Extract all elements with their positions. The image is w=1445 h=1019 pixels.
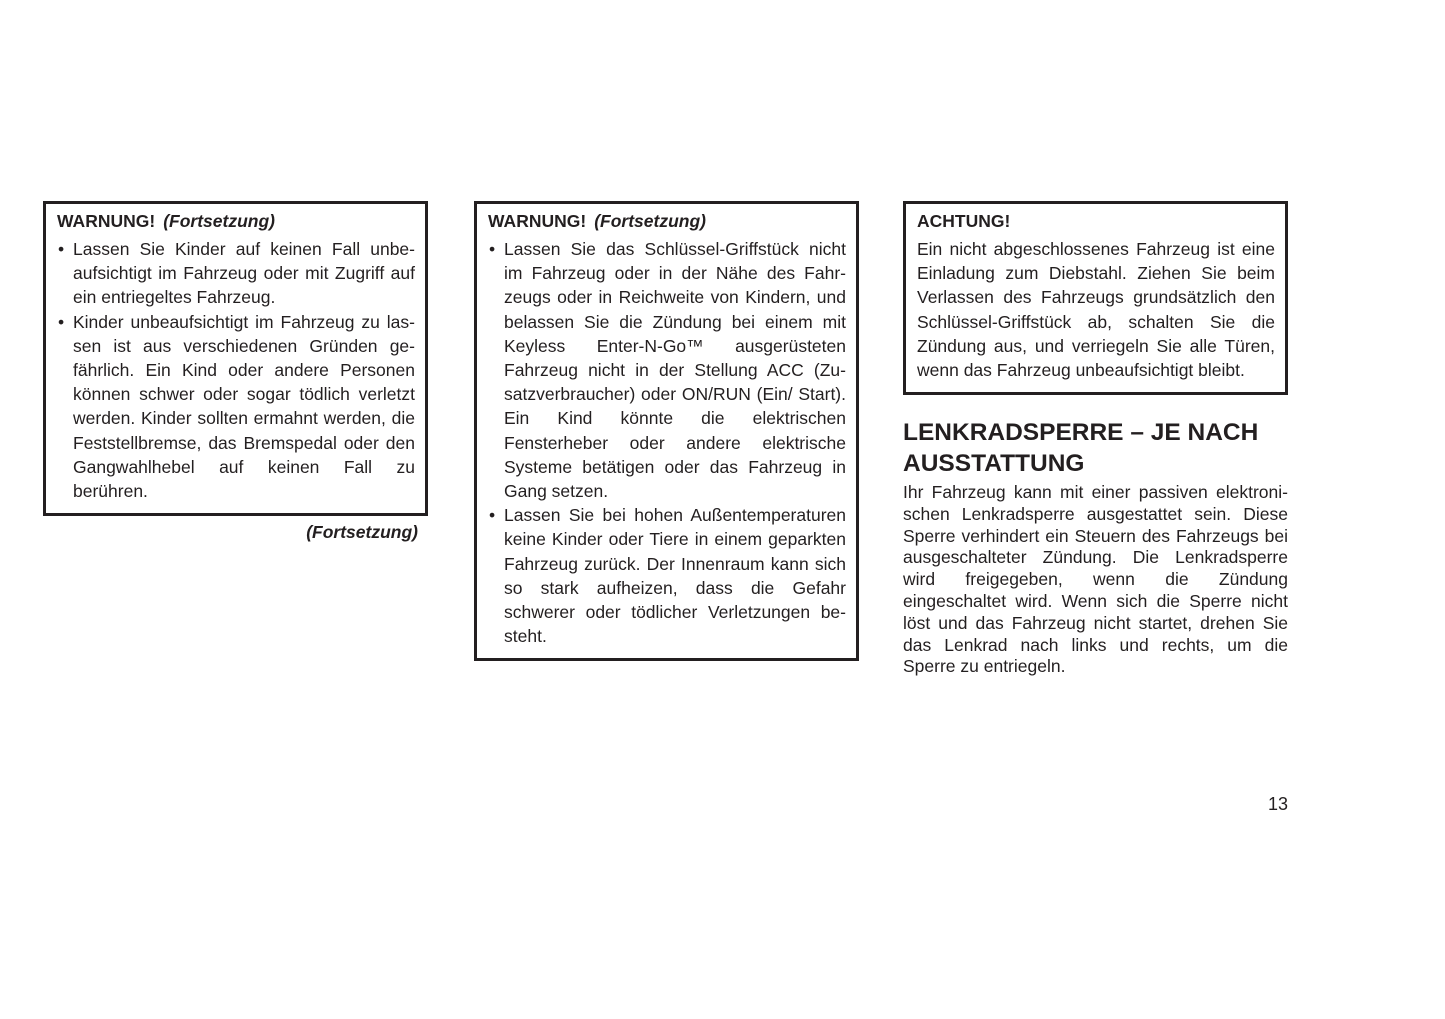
- continued-label: (Fortsetzung): [163, 211, 275, 231]
- bullet-text: Lassen Sie das Schlüssel-Griffstück nicht im Fahrzeug oder in der Nähe des Fahrzeugs oder in Reichweite von Kindern, und belassen Sie die Zündung bei einem mit Keyless Enter-N-Go™ ausgerüsteten Fahrzeug nicht in der Stellung ACC (Zusatzverbraucher) oder ON/RUN (Ein/ Start). Ein Kind könnte die elektrischen Fensterheber oder andere elektrische Systeme betätigen oder das Fahrzeug in Gang setzen.: [504, 239, 846, 502]
- list-item: [488, 503, 846, 648]
- list-item: [488, 237, 846, 503]
- section-body: Ihr Fahrzeug kann mit einer passiven elektronischen Lenkradsperre ausgestattet sein. Diese Sperre verhindert ein Steuern des Fahrzeugs bei ausgeschalteter Zündung. Die Lenkradsperre wird freigegeben, wenn die Zündung eingeschaltet wird. Wenn sich die Sperre nicht löst und das Fahrzeug nicht startet, drehen Sie das Lenkrad nach links und rechts, um die Sperre zu entriegeln.: [903, 482, 1288, 677]
- warning-label: WARNUNG!: [488, 211, 587, 231]
- bullet-icon: •: [58, 239, 65, 259]
- warning-label: WARNUNG!: [57, 211, 156, 231]
- warning-bullet-list: [488, 237, 846, 648]
- continued-footer: (Fortsetzung): [306, 522, 418, 542]
- caution-text: Ein nicht abgeschlossenes Fahrzeug ist eine Einladung zum Diebstahl. Ziehen Sie beim Verlassen des Fahrzeugs grundsätzlich den Schlüssel-Griffstück ab, schalten Sie die Zündung aus, und verriegeln Sie alle Türen, wenn das Fahrzeug unbeaufsichtigt bleibt.: [917, 239, 1275, 381]
- section-heading: LENKRADSPERRE – JE NACH AUSSTATTUNG: [903, 419, 1259, 477]
- caution-title: ACHTUNG!: [917, 211, 1011, 231]
- warning-title: [488, 209, 846, 233]
- bullet-text: Lassen Sie bei hohen Außentemperaturen keine Kinder oder Tiere in einem geparkten Fahrzeug zurück. Der Innenraum kann sich so stark aufheizen, dass die Gefahr schwerer oder tödlicher Verletzungen besteht.: [504, 505, 846, 647]
- warning-title: [57, 209, 415, 233]
- warning-box-middle: [474, 201, 859, 661]
- bullet-icon: •: [58, 311, 65, 332]
- list-item: [57, 237, 415, 310]
- bullet-icon: •: [489, 505, 496, 526]
- page-number: 13: [1267, 794, 1288, 814]
- warning-bullet-list: [57, 237, 415, 503]
- list-item: [57, 310, 415, 504]
- continued-label: (Fortsetzung): [594, 211, 706, 231]
- caution-box: [903, 201, 1288, 395]
- warning-box-left: [43, 201, 428, 516]
- bullet-text: Lassen Sie Kinder auf keinen Fall unbeaufsichtigt im Fahrzeug oder mit Zugriff auf ein entriegeltes Fahrzeug.: [73, 239, 415, 308]
- bullet-icon: •: [489, 239, 496, 259]
- bullet-text: Kinder unbeaufsichtigt im Fahrzeug zu lassen ist aus verschiedenen Gründen gefährlich. Ein Kind oder andere Personen können schwer oder sogar tödlich verletzt werden. Kinder sollten ermahnt werden, die Feststellbremse, das Bremspedal oder den Gangwahlhebel auf keinen Fall zu berühren.: [73, 311, 415, 502]
